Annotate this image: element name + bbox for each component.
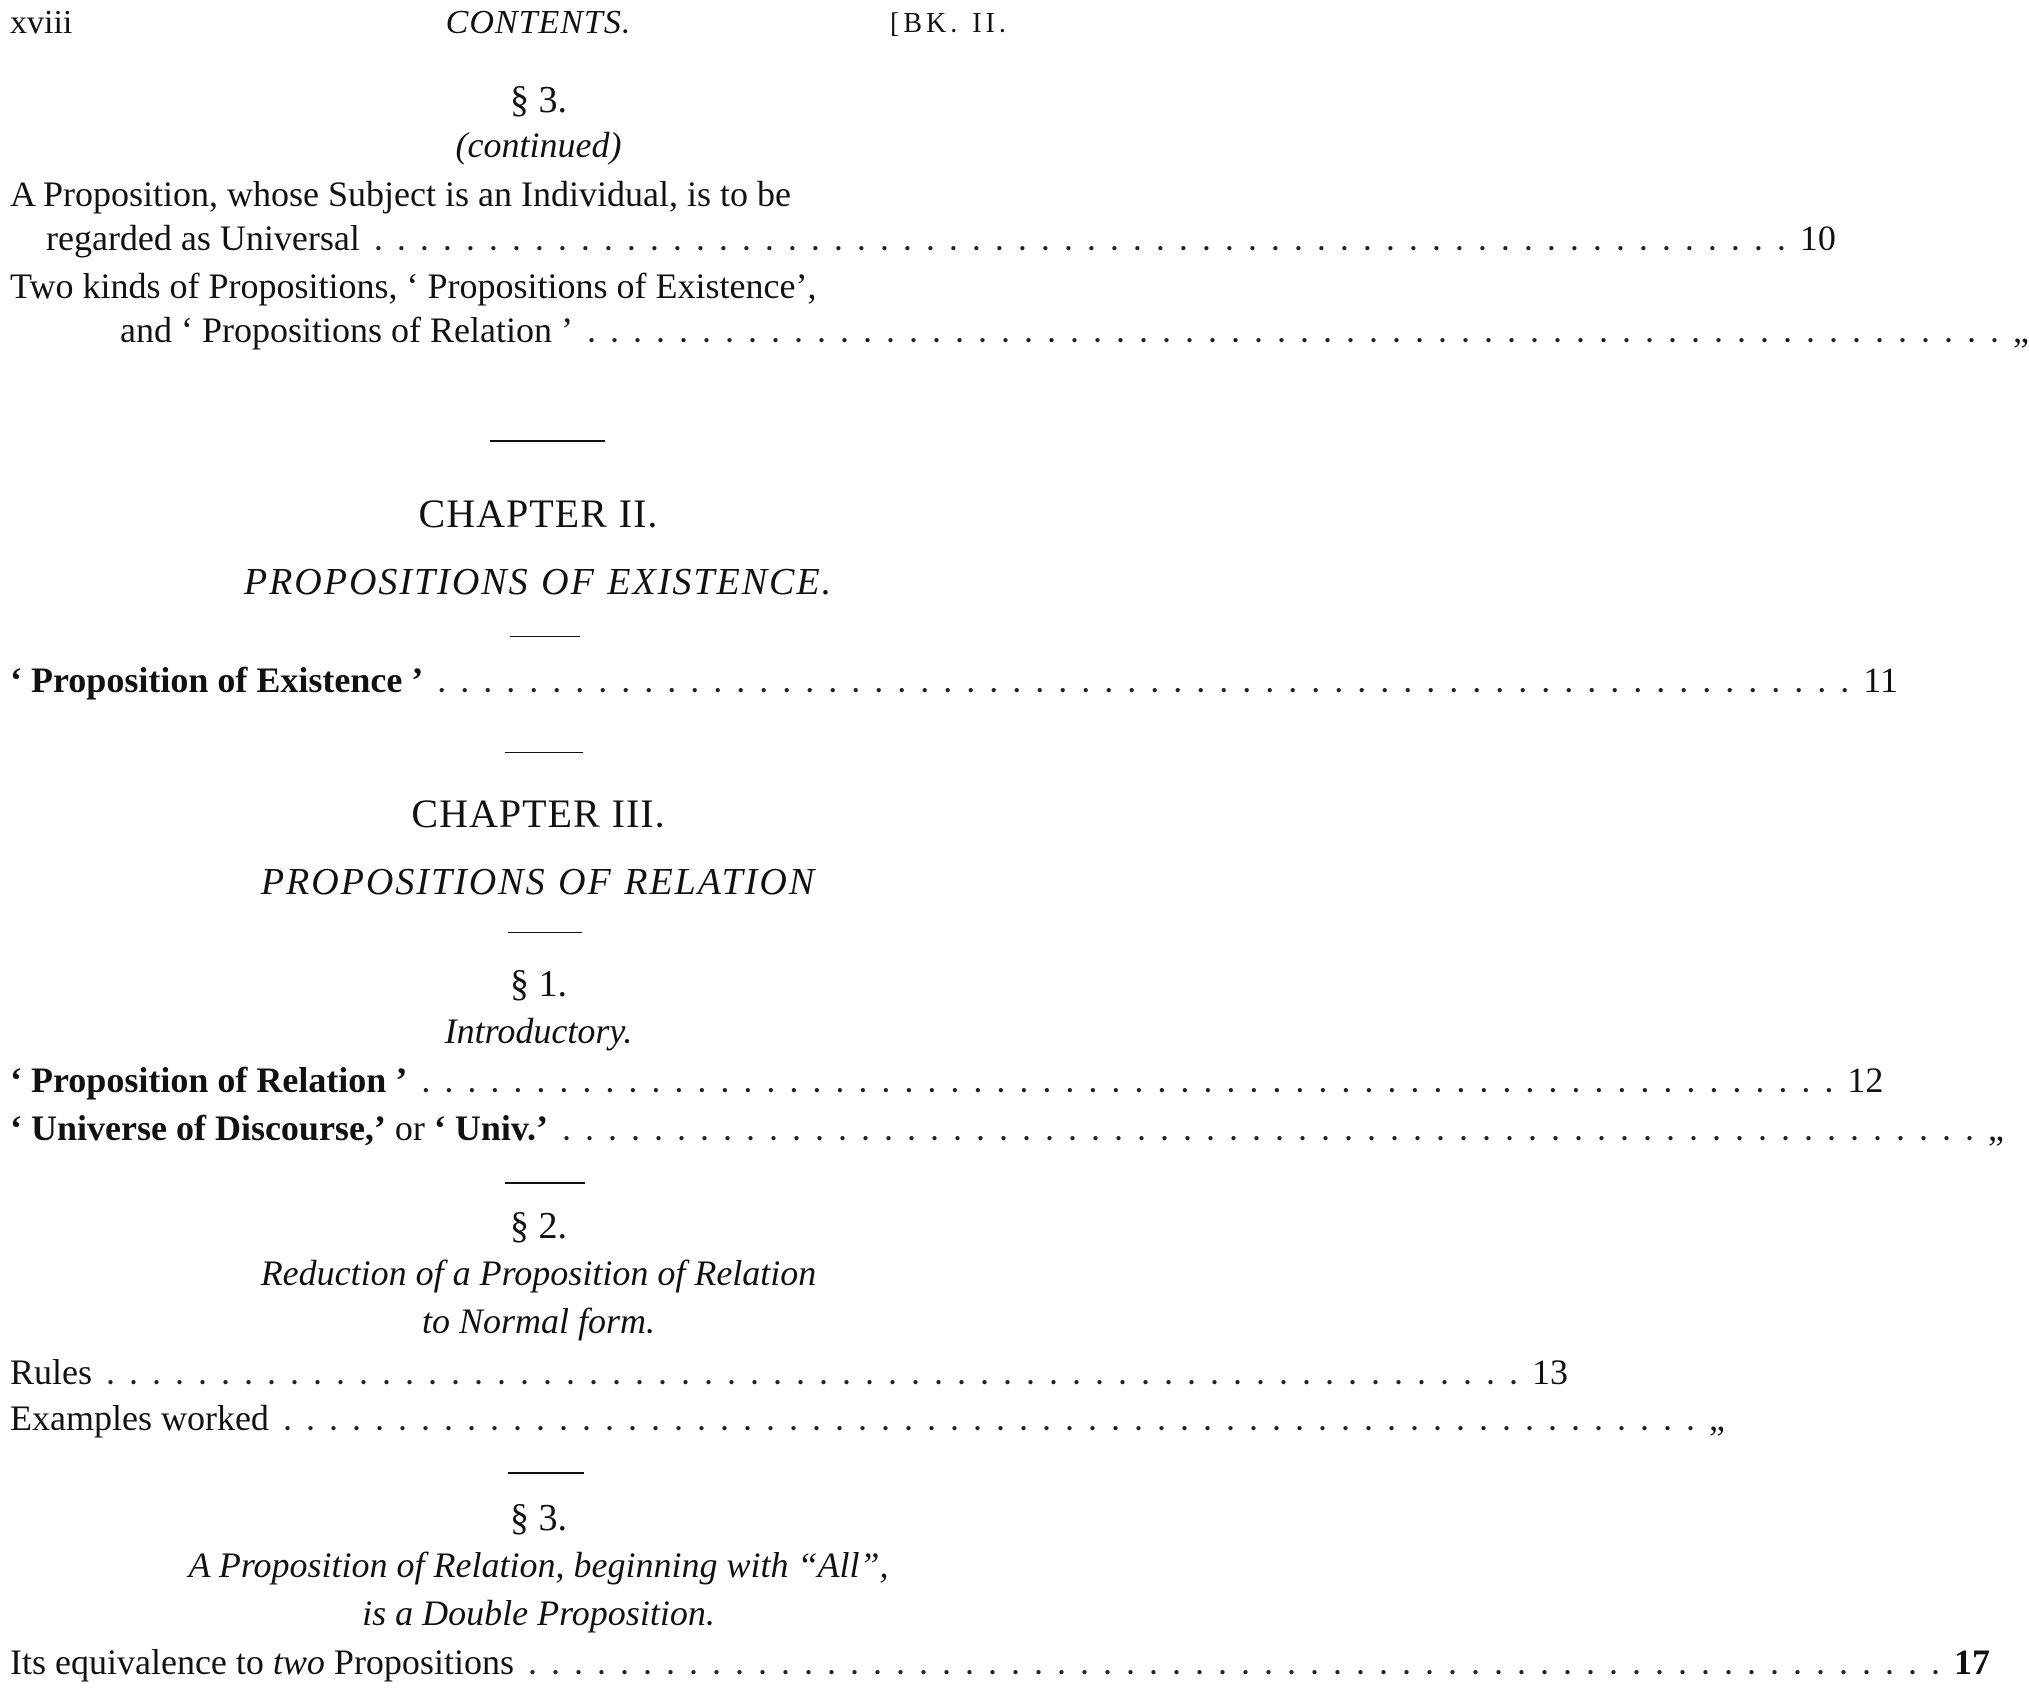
dot-leader: .............................................................. (106, 1352, 1533, 1392)
book-reference: [BK. II. (890, 8, 1010, 39)
divider-rule (490, 440, 605, 442)
running-title: CONTENTS. (445, 4, 632, 41)
contents-entry (10, 172, 1836, 260)
divider-rule (508, 1472, 584, 1474)
section-title-line1: Reduction of a Proposition of Relation (260, 1253, 817, 1293)
section-number: § 2. (510, 1205, 567, 1247)
entry-label-plain: or (385, 1108, 434, 1148)
contents-entry (10, 1640, 1990, 1684)
entry-label-plain: Its equivalence to (10, 1642, 273, 1682)
entry-label: Examples worked (10, 1398, 269, 1438)
section-number: § 3. (510, 1497, 567, 1539)
dot-leader: .............................................................. (561, 1108, 1988, 1148)
entry-label-bold: ‘ Univ.’ (433, 1108, 548, 1148)
page-ref: 17 (1953, 1642, 1990, 1682)
page-ref: 13 (1532, 1352, 1569, 1392)
page-ref: 12 (1847, 1060, 1884, 1100)
entry-label: ‘ Proposition of Relation ’ (10, 1060, 408, 1100)
divider-rule (510, 636, 580, 637)
entry-label: ‘ Proposition of Existence ’ (10, 660, 424, 700)
entry-text-line2: and ‘ Propositions of Relation ’ (120, 310, 573, 350)
dot-leader: .............................................................. (373, 218, 1800, 258)
entry-text-line1: Two kinds of Propositions, ‘ Propositions of Existence’, (10, 266, 817, 306)
entry-label-plain: Propositions (324, 1642, 514, 1682)
page-ref: 10 (1799, 218, 1836, 258)
divider-rule (508, 932, 582, 933)
contents-entry (10, 1396, 1725, 1440)
section-number: § 1. (510, 963, 567, 1005)
section-title-line2: to Normal form. (421, 1301, 656, 1341)
contents-entry (10, 264, 2029, 352)
page-number: xviii (10, 4, 73, 41)
dot-leader: .............................................................. (437, 660, 1864, 700)
dot-leader: .............................................................. (527, 1642, 1954, 1682)
entry-label (10, 1640, 514, 1684)
page-ref: „ (2012, 310, 2029, 350)
divider-rule (505, 1182, 585, 1184)
page-ref: „ (1708, 1398, 1725, 1438)
section-title: Introductory. (444, 1011, 633, 1051)
contents-entry (10, 1350, 1569, 1394)
entry-text-line1: A Proposition, whose Subject is an Individual, is to be (10, 174, 791, 214)
contents-entry (10, 1058, 1884, 1102)
chapter-title: PROPOSITIONS OF EXISTENCE. (243, 561, 834, 603)
section-title-line2: is a Double Proposition. (362, 1593, 715, 1633)
chapter-title: PROPOSITIONS OF RELATION (260, 861, 817, 903)
entry-label-bold: ‘ Universe of Discourse,’ (10, 1108, 386, 1148)
section-continued: (continued) (455, 125, 622, 165)
entry-label: Rules (10, 1352, 93, 1392)
section-number: § 3. (510, 79, 567, 121)
dot-leader: .............................................................. (282, 1398, 1709, 1438)
section-title-line1: A Proposition of Relation, beginning with “All”, (188, 1545, 889, 1585)
entry-label (10, 1106, 548, 1150)
page-ref: 11 (1863, 660, 1898, 700)
chapter-heading: CHAPTER II. (418, 491, 659, 536)
entry-text-line2: regarded as Universal (46, 218, 360, 258)
dot-leader: .............................................................. (421, 1060, 1848, 1100)
entry-label-italic: two (272, 1642, 325, 1682)
contents-entry (10, 1106, 2004, 1150)
contents-entry (10, 658, 1898, 702)
divider-rule (505, 752, 583, 753)
page-ref: „ (1987, 1108, 2004, 1148)
chapter-heading: CHAPTER III. (411, 791, 666, 836)
dot-leader: .............................................................. (586, 310, 2013, 350)
